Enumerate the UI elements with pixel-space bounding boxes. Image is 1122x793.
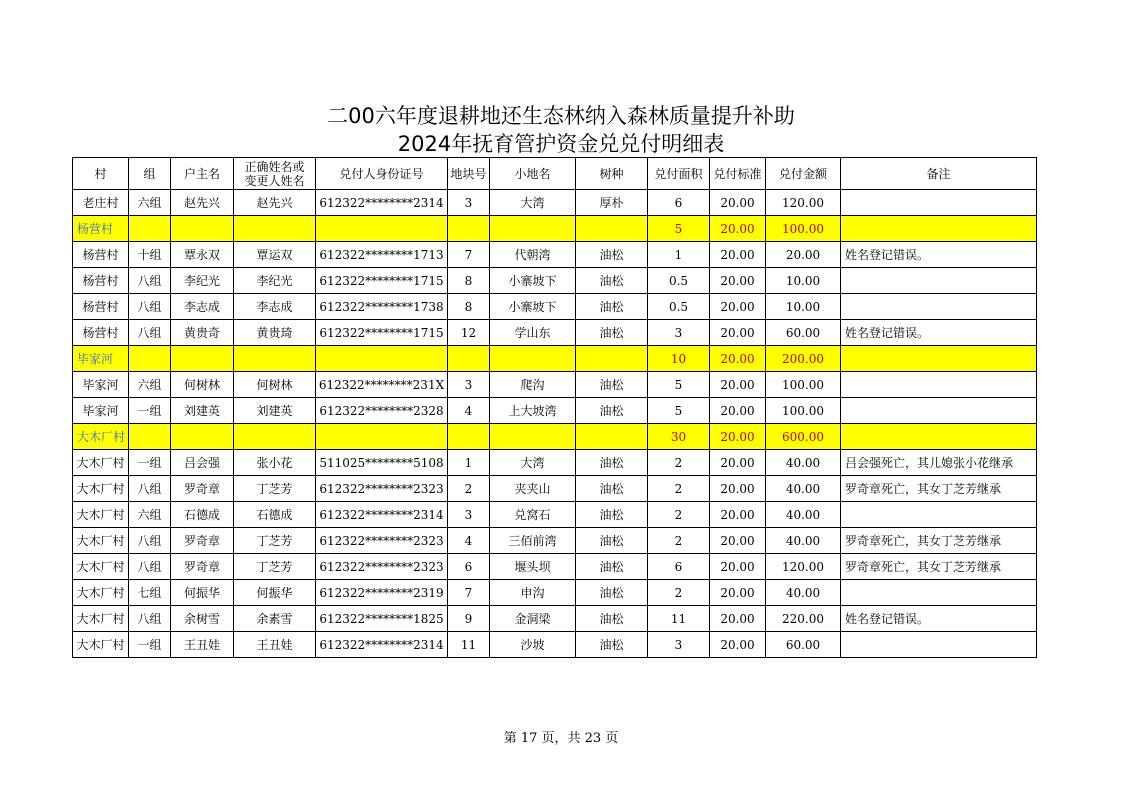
table-row [73, 372, 1037, 398]
cell-village: 杨营村 [73, 242, 129, 268]
cell-village: 大木厂村 [73, 450, 129, 476]
cell-id-number [316, 216, 448, 242]
table-row [73, 580, 1037, 606]
cell-standard: 20.00 [710, 502, 766, 528]
cell-amount: 40.00 [766, 476, 841, 502]
table-row [73, 632, 1037, 658]
col-header-group: 组 [129, 158, 171, 190]
cell-plot-number: 8 [448, 268, 490, 294]
cell-householder: 何树林 [171, 372, 234, 398]
cell-group: 十组 [129, 242, 171, 268]
cell-amount: 100.00 [766, 216, 841, 242]
cell-plot-number: 7 [448, 580, 490, 606]
cell-remarks [841, 190, 1037, 216]
document-title-line1: 二00六年度退耕地还生态林纳入森林质量提升补助 [327, 104, 795, 128]
cell-group: 一组 [129, 450, 171, 476]
cell-village: 大木厂村 [73, 424, 129, 450]
cell-amount: 60.00 [766, 632, 841, 658]
cell-remarks [841, 502, 1037, 528]
cell-amount: 40.00 [766, 450, 841, 476]
cell-householder: 何振华 [171, 580, 234, 606]
cell-standard: 20.00 [710, 294, 766, 320]
table-row [73, 190, 1037, 216]
cell-place-name: 申沟 [490, 580, 576, 606]
cell-place-name: 小寨坡下 [490, 294, 576, 320]
cell-householder [171, 216, 234, 242]
cell-amount: 40.00 [766, 528, 841, 554]
cell-householder: 余树雪 [171, 606, 234, 632]
cell-village: 杨营村 [73, 216, 129, 242]
cell-id-number: 612322********1715 [316, 320, 448, 346]
cell-village: 大木厂村 [73, 580, 129, 606]
cell-tree-species: 油松 [576, 398, 648, 424]
cell-area: 11 [648, 606, 710, 632]
table-row [73, 476, 1037, 502]
cell-area: 2 [648, 528, 710, 554]
cell-correct-name: 何振华 [234, 580, 316, 606]
cell-correct-name: 丁芝芳 [234, 528, 316, 554]
cell-area: 5 [648, 216, 710, 242]
cell-correct-name: 张小花 [234, 450, 316, 476]
cell-id-number: 612322********1738 [316, 294, 448, 320]
col-header-place-name: 小地名 [490, 158, 576, 190]
cell-householder [171, 424, 234, 450]
cell-plot-number: 1 [448, 450, 490, 476]
cell-correct-name: 李志成 [234, 294, 316, 320]
cell-village: 大木厂村 [73, 632, 129, 658]
cell-plot-number: 4 [448, 398, 490, 424]
cell-plot-number [448, 346, 490, 372]
cell-amount: 120.00 [766, 554, 841, 580]
cell-householder: 罗奇章 [171, 554, 234, 580]
cell-remarks [841, 580, 1037, 606]
cell-id-number: 612322********2314 [316, 632, 448, 658]
cell-place-name: 三佰前湾 [490, 528, 576, 554]
cell-area: 2 [648, 580, 710, 606]
cell-place-name: 代朝湾 [490, 242, 576, 268]
cell-tree-species: 油松 [576, 632, 648, 658]
cell-village: 毕家河 [73, 372, 129, 398]
col-header-amount: 兑付金额 [766, 158, 841, 190]
cell-householder: 刘建英 [171, 398, 234, 424]
cell-householder: 覃永双 [171, 242, 234, 268]
cell-householder [171, 346, 234, 372]
table-header-row [73, 158, 1037, 190]
col-header-plot-number: 地块号 [448, 158, 490, 190]
cell-village: 大木厂村 [73, 528, 129, 554]
cell-remarks [841, 268, 1037, 294]
cell-householder: 石德成 [171, 502, 234, 528]
cell-standard: 20.00 [710, 424, 766, 450]
cell-id-number: 612322********2323 [316, 554, 448, 580]
table-row [73, 502, 1037, 528]
cell-group: 六组 [129, 372, 171, 398]
table-row [73, 554, 1037, 580]
col-header-householder: 户主名 [171, 158, 234, 190]
cell-group: 一组 [129, 398, 171, 424]
cell-place-name: 夹夹山 [490, 476, 576, 502]
cell-area: 10 [648, 346, 710, 372]
cell-group [129, 216, 171, 242]
cell-area: 5 [648, 372, 710, 398]
cell-correct-name: 石德成 [234, 502, 316, 528]
cell-plot-number: 3 [448, 372, 490, 398]
cell-tree-species: 油松 [576, 502, 648, 528]
cell-area: 30 [648, 424, 710, 450]
cell-standard: 20.00 [710, 242, 766, 268]
table-row [73, 268, 1037, 294]
cell-plot-number: 8 [448, 294, 490, 320]
table-row [73, 398, 1037, 424]
col-header-correct-name: 正确姓名或变更人姓名 [234, 158, 316, 190]
cell-standard: 20.00 [710, 190, 766, 216]
cell-village: 大木厂村 [73, 606, 129, 632]
cell-remarks: 罗奇章死亡，其女丁芝芳继承 [841, 528, 1037, 554]
cell-group: 八组 [129, 528, 171, 554]
cell-standard: 20.00 [710, 606, 766, 632]
col-header-tree-species: 树种 [576, 158, 648, 190]
cell-amount: 10.00 [766, 294, 841, 320]
cell-area: 0.5 [648, 294, 710, 320]
cell-remarks [841, 632, 1037, 658]
cell-remarks [841, 424, 1037, 450]
cell-place-name: 堰头坝 [490, 554, 576, 580]
cell-standard: 20.00 [710, 320, 766, 346]
cell-correct-name: 何树林 [234, 372, 316, 398]
cell-plot-number [448, 424, 490, 450]
cell-correct-name: 余素雪 [234, 606, 316, 632]
cell-area: 3 [648, 320, 710, 346]
cell-id-number: 612322********2319 [316, 580, 448, 606]
cell-area: 6 [648, 554, 710, 580]
col-header-remarks: 备注 [841, 158, 1037, 190]
cell-place-name: 大湾 [490, 450, 576, 476]
table-row [73, 450, 1037, 476]
cell-plot-number: 3 [448, 190, 490, 216]
cell-plot-number: 11 [448, 632, 490, 658]
cell-correct-name: 赵先兴 [234, 190, 316, 216]
cell-tree-species: 油松 [576, 268, 648, 294]
cell-group: 八组 [129, 554, 171, 580]
cell-householder: 罗奇章 [171, 528, 234, 554]
cell-tree-species [576, 424, 648, 450]
cell-id-number: 612322********2328 [316, 398, 448, 424]
cell-place-name: 学山东 [490, 320, 576, 346]
cell-householder: 李纪光 [171, 268, 234, 294]
cell-remarks [841, 372, 1037, 398]
table-row [73, 606, 1037, 632]
cell-place-name: 爬沟 [490, 372, 576, 398]
subtotal-row [73, 216, 1037, 242]
cell-area: 1 [648, 242, 710, 268]
document-title-line2: 2024年抚育管护资金兑兑付明细表 [397, 132, 725, 156]
cell-householder: 王丑娃 [171, 632, 234, 658]
cell-householder: 李志成 [171, 294, 234, 320]
cell-amount: 200.00 [766, 346, 841, 372]
cell-remarks [841, 294, 1037, 320]
cell-village: 毕家河 [73, 398, 129, 424]
cell-group: 八组 [129, 294, 171, 320]
cell-area: 2 [648, 476, 710, 502]
cell-place-name: 金洞梁 [490, 606, 576, 632]
cell-group [129, 424, 171, 450]
cell-amount: 40.00 [766, 580, 841, 606]
cell-correct-name: 丁芝芳 [234, 554, 316, 580]
subtotal-row [73, 424, 1037, 450]
col-header-village: 村 [73, 158, 129, 190]
cell-place-name: 小寨坡下 [490, 268, 576, 294]
cell-standard: 20.00 [710, 450, 766, 476]
cell-id-number: 612322********2314 [316, 502, 448, 528]
cell-standard: 20.00 [710, 268, 766, 294]
cell-plot-number [448, 216, 490, 242]
cell-amount: 120.00 [766, 190, 841, 216]
cell-householder: 吕会强 [171, 450, 234, 476]
cell-amount: 220.00 [766, 606, 841, 632]
cell-standard: 20.00 [710, 554, 766, 580]
cell-area: 2 [648, 502, 710, 528]
cell-correct-name: 丁芝芳 [234, 476, 316, 502]
cell-amount: 60.00 [766, 320, 841, 346]
cell-tree-species [576, 216, 648, 242]
cell-area: 6 [648, 190, 710, 216]
cell-tree-species: 油松 [576, 450, 648, 476]
cell-group: 七组 [129, 580, 171, 606]
cell-id-number: 612322********2314 [316, 190, 448, 216]
cell-village: 大木厂村 [73, 502, 129, 528]
cell-standard: 20.00 [710, 346, 766, 372]
cell-standard: 20.00 [710, 216, 766, 242]
cell-village: 毕家河 [73, 346, 129, 372]
cell-remarks: 吕会强死亡，其儿媳张小花继承 [841, 450, 1037, 476]
col-header-standard: 兑付标准 [710, 158, 766, 190]
cell-correct-name: 黄贵琦 [234, 320, 316, 346]
cell-plot-number: 4 [448, 528, 490, 554]
cell-id-number: 612322********231X [316, 372, 448, 398]
cell-standard: 20.00 [710, 580, 766, 606]
cell-id-number [316, 424, 448, 450]
cell-correct-name: 李纪光 [234, 268, 316, 294]
col-header-id-number: 兑付人身份证号 [316, 158, 448, 190]
cell-householder: 罗奇章 [171, 476, 234, 502]
cell-tree-species: 油松 [576, 580, 648, 606]
table-row [73, 528, 1037, 554]
cell-correct-name: 王丑娃 [234, 632, 316, 658]
cell-plot-number: 9 [448, 606, 490, 632]
cell-standard: 20.00 [710, 372, 766, 398]
cell-householder: 黄贵奇 [171, 320, 234, 346]
cell-place-name: 沙坡 [490, 632, 576, 658]
cell-group: 六组 [129, 502, 171, 528]
cell-village: 杨营村 [73, 294, 129, 320]
cell-remarks: 罗奇章死亡，其女丁芝芳继承 [841, 476, 1037, 502]
cell-correct-name [234, 216, 316, 242]
cell-place-name: 兑窝石 [490, 502, 576, 528]
payment-detail-table [72, 157, 1037, 658]
cell-tree-species: 油松 [576, 554, 648, 580]
subtotal-row [73, 346, 1037, 372]
cell-place-name: 上大坡湾 [490, 398, 576, 424]
cell-standard: 20.00 [710, 476, 766, 502]
cell-place-name [490, 346, 576, 372]
cell-amount: 100.00 [766, 372, 841, 398]
table-row [73, 242, 1037, 268]
cell-amount: 40.00 [766, 502, 841, 528]
cell-standard: 20.00 [710, 398, 766, 424]
cell-standard: 20.00 [710, 632, 766, 658]
cell-group: 八组 [129, 320, 171, 346]
cell-id-number: 612322********1715 [316, 268, 448, 294]
cell-amount: 600.00 [766, 424, 841, 450]
cell-village: 老庄村 [73, 190, 129, 216]
cell-plot-number: 7 [448, 242, 490, 268]
cell-id-number: 612322********2323 [316, 528, 448, 554]
cell-tree-species: 油松 [576, 242, 648, 268]
cell-plot-number: 2 [448, 476, 490, 502]
cell-group [129, 346, 171, 372]
cell-remarks [841, 216, 1037, 242]
cell-tree-species [576, 346, 648, 372]
cell-correct-name: 覃运双 [234, 242, 316, 268]
cell-tree-species: 油松 [576, 320, 648, 346]
cell-id-number: 612322********1713 [316, 242, 448, 268]
cell-area: 2 [648, 450, 710, 476]
cell-tree-species: 油松 [576, 476, 648, 502]
cell-group: 六组 [129, 190, 171, 216]
cell-place-name: 大湾 [490, 190, 576, 216]
cell-standard: 20.00 [710, 528, 766, 554]
cell-correct-name: 刘建英 [234, 398, 316, 424]
cell-group: 八组 [129, 268, 171, 294]
cell-tree-species: 油松 [576, 528, 648, 554]
cell-group: 八组 [129, 476, 171, 502]
cell-amount: 100.00 [766, 398, 841, 424]
cell-id-number: 612322********2323 [316, 476, 448, 502]
cell-plot-number: 12 [448, 320, 490, 346]
cell-village: 大木厂村 [73, 554, 129, 580]
cell-amount: 10.00 [766, 268, 841, 294]
cell-place-name [490, 216, 576, 242]
cell-remarks [841, 398, 1037, 424]
cell-remarks: 姓名登记错误。 [841, 242, 1037, 268]
cell-group: 八组 [129, 606, 171, 632]
table-row [73, 320, 1037, 346]
cell-tree-species: 油松 [576, 294, 648, 320]
cell-id-number [316, 346, 448, 372]
cell-tree-species: 厚朴 [576, 190, 648, 216]
cell-amount: 20.00 [766, 242, 841, 268]
cell-id-number: 612322********1825 [316, 606, 448, 632]
page-number: 第 17 页，共 23 页 [503, 731, 619, 746]
cell-plot-number: 6 [448, 554, 490, 580]
cell-place-name [490, 424, 576, 450]
cell-householder: 赵先兴 [171, 190, 234, 216]
cell-remarks: 姓名登记错误。 [841, 606, 1037, 632]
table-row [73, 294, 1037, 320]
cell-remarks [841, 346, 1037, 372]
cell-area: 3 [648, 632, 710, 658]
cell-group: 一组 [129, 632, 171, 658]
cell-area: 0.5 [648, 268, 710, 294]
cell-remarks: 姓名登记错误。 [841, 320, 1037, 346]
cell-village: 大木厂村 [73, 476, 129, 502]
cell-correct-name [234, 424, 316, 450]
cell-remarks: 罗奇章死亡，其女丁芝芳继承 [841, 554, 1037, 580]
cell-tree-species: 油松 [576, 606, 648, 632]
cell-area: 5 [648, 398, 710, 424]
cell-plot-number: 3 [448, 502, 490, 528]
cell-id-number: 511025********5108 [316, 450, 448, 476]
cell-correct-name [234, 346, 316, 372]
col-header-area: 兑付面积 [648, 158, 710, 190]
cell-village: 杨营村 [73, 268, 129, 294]
cell-tree-species: 油松 [576, 372, 648, 398]
cell-village: 杨营村 [73, 320, 129, 346]
